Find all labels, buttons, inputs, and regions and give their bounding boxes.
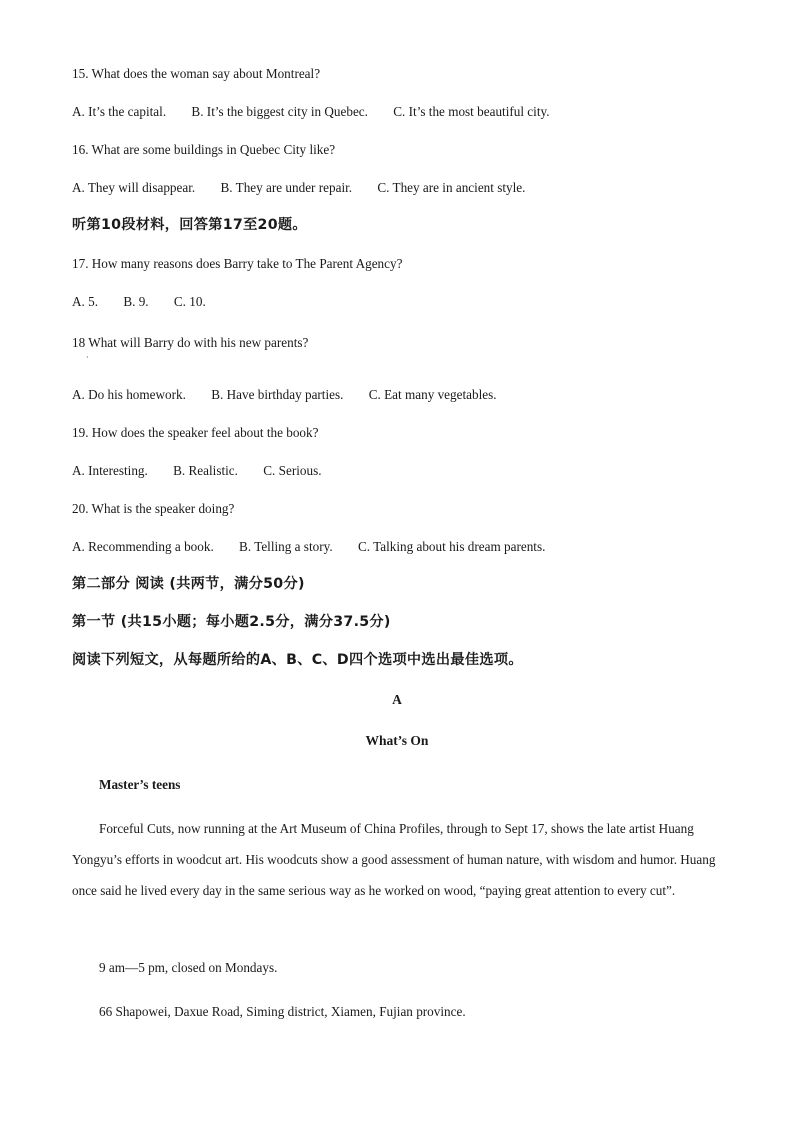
option-c: C. They are in ancient style. — [377, 180, 526, 195]
question-20: 20. What is the speaker doing? — [72, 501, 235, 516]
question-18-options — [72, 388, 519, 401]
section-1-heading: 第一节 (共15小题；每小题2.5分，满分37.5分) — [72, 614, 391, 630]
question-19-options — [72, 464, 344, 477]
option-a: A. It’s the capital. — [72, 104, 167, 119]
question-18: 18 What will Barry do with his new parents? — [72, 335, 309, 350]
address: 66 Shapowei, Daxue Road, Siming district, Xiamen, Fujian province. — [99, 1004, 466, 1019]
question-15: 15. What does the woman say about Montreal? — [72, 66, 321, 81]
option-b: B. Realistic. — [173, 463, 238, 478]
option-c: C. It’s the most beautiful city. — [393, 104, 550, 119]
option-c: C. 10. — [173, 294, 206, 309]
opening-hours: 9 am—5 pm, closed on Mondays. — [99, 960, 278, 975]
option-a: A. Interesting. — [72, 463, 148, 478]
option-a: A. 5. — [72, 294, 99, 309]
option-a: A. Recommending a book. — [72, 539, 214, 554]
option-b: B. Telling a story. — [239, 539, 333, 554]
question-15-options — [72, 105, 572, 118]
question-16-options — [72, 181, 547, 194]
passage-letter: A — [392, 692, 402, 707]
reading-instruction: 阅读下列短文，从每题所给的A、B、C、D四个选项中选出最佳选项。 — [72, 652, 523, 668]
question-16: 16. What are some buildings in Quebec City like? — [72, 142, 336, 157]
part-2-heading: 第二部分 阅读 (共两节，满分50分) — [72, 576, 305, 592]
option-b: B. 9. — [123, 294, 149, 309]
passage-subtitle: Master’s teens — [99, 777, 181, 792]
option-c: C. Eat many vegetables. — [368, 387, 497, 402]
section-10-heading: 听第10段材料，回答第17至20题。 — [72, 217, 307, 233]
option-a: A. They will disappear. — [72, 180, 196, 195]
option-a: A. Do his homework. — [72, 387, 186, 402]
option-c: C. Serious. — [263, 463, 322, 478]
passage-title: What’s On — [365, 733, 429, 748]
option-b: B. It’s the biggest city in Quebec. — [191, 104, 368, 119]
question-19: 19. How does the speaker feel about the book? — [72, 425, 319, 440]
option-c: C. Talking about his dream parents. — [357, 539, 546, 554]
question-17: 17. How many reasons does Barry take to The Parent Agency? — [72, 256, 403, 271]
question-17-options — [72, 295, 228, 308]
option-b: B. Have birthday parties. — [211, 387, 344, 402]
passage-paragraph: Forceful Cuts, now running at the Art Museum of China Profiles, through to Sept 17, shows the late artist Huang Yongyu’s efforts in woodcut art. His woodcuts show a good assessment of human nature, with wisdom and humor. Huang once said he lived every day in the same serious way as he worked on wood, “paying great attention to every cut”. — [72, 821, 716, 898]
stray-dot: · — [86, 353, 89, 362]
question-20-options — [72, 540, 567, 553]
option-b: B. They are under repair. — [220, 180, 353, 195]
